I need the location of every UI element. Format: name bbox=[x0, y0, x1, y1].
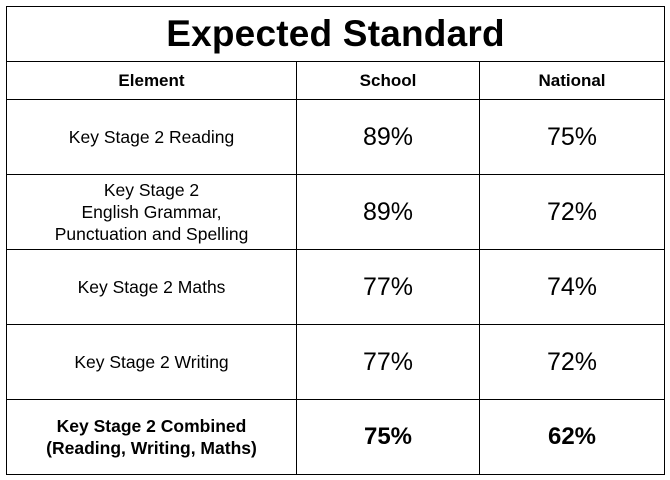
column-header-national: National bbox=[480, 62, 665, 100]
school-cell bbox=[297, 175, 480, 250]
school-cell bbox=[297, 325, 480, 400]
national-cell bbox=[480, 325, 665, 400]
national-cell bbox=[480, 400, 665, 475]
expected-standard-table bbox=[6, 6, 665, 475]
element-label: Key Stage 2 Writing bbox=[74, 352, 229, 372]
element-label: Key Stage 2 English Grammar, Punctuation and Spelling bbox=[54, 180, 249, 244]
national-value: 72% bbox=[546, 197, 598, 226]
school-cell bbox=[297, 400, 480, 475]
national-cell bbox=[480, 250, 665, 325]
national-value: 75% bbox=[546, 122, 598, 151]
school-cell bbox=[297, 250, 480, 325]
element-label: Key Stage 2 Reading bbox=[68, 127, 235, 147]
element-cell bbox=[7, 325, 297, 400]
school-value: 89% bbox=[362, 122, 414, 151]
element-cell bbox=[7, 100, 297, 175]
table-row bbox=[7, 100, 665, 175]
header-row bbox=[7, 62, 665, 100]
column-header-school: School bbox=[297, 62, 480, 100]
table-row bbox=[7, 250, 665, 325]
title-row bbox=[7, 7, 665, 62]
table-row bbox=[7, 175, 665, 250]
element-cell bbox=[7, 250, 297, 325]
school-value: 89% bbox=[362, 197, 414, 226]
element-cell bbox=[7, 400, 297, 475]
results-table-container bbox=[6, 6, 664, 474]
national-value: 72% bbox=[546, 347, 598, 376]
national-cell bbox=[480, 100, 665, 175]
table-row bbox=[7, 325, 665, 400]
school-cell bbox=[297, 100, 480, 175]
column-header-element: Element bbox=[7, 62, 297, 100]
element-cell bbox=[7, 175, 297, 250]
national-value: 62% bbox=[547, 423, 597, 450]
national-cell bbox=[480, 175, 665, 250]
school-value: 77% bbox=[362, 347, 414, 376]
table-row-combined bbox=[7, 400, 665, 475]
national-value: 74% bbox=[546, 272, 598, 301]
element-label: Key Stage 2 Combined (Reading, Writing, Maths) bbox=[46, 416, 257, 458]
school-value: 77% bbox=[362, 272, 414, 301]
element-label: Key Stage 2 Maths bbox=[77, 277, 226, 297]
school-value: 75% bbox=[363, 423, 413, 450]
table-title: Expected Standard bbox=[7, 7, 665, 62]
